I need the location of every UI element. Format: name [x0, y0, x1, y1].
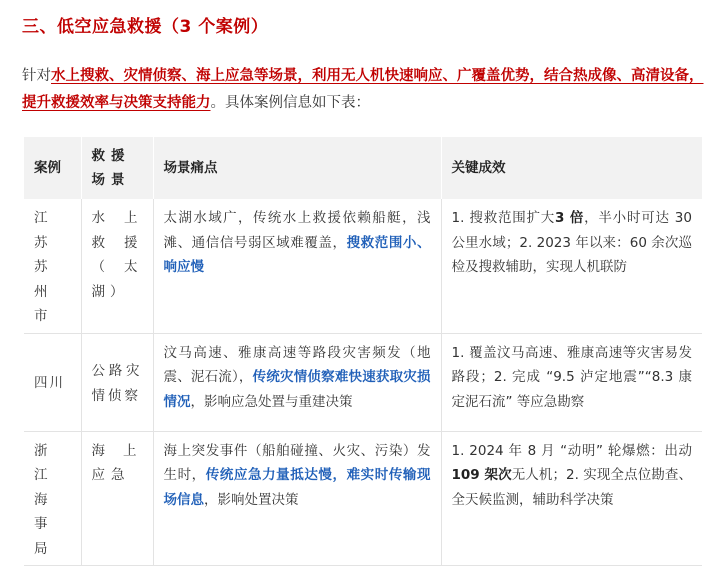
- cell-case: 浙江海事局: [24, 431, 81, 566]
- cell-scene: 海上应急: [81, 431, 153, 566]
- header-case: 案例: [24, 137, 81, 199]
- cell-scene: 水上救援（太湖）: [81, 199, 153, 333]
- intro-paragraph: [22, 63, 707, 117]
- result-text: 1. 2024 年 8 月 “动明” 轮爆燃：出动: [451, 442, 692, 459]
- pain-emphasis: 传统应急力量抵达慢，难实时传输现场信息: [163, 467, 431, 508]
- result-text-2: ，半小时可达 30 公里水域；2. 2023 年以来：60 余次巡检及搜救辅助，实现人机联防: [451, 210, 692, 275]
- pain-text: 太湖水域广，传统水上救援依赖船艇，浅滩、通信信号弱区域难覆盖，: [163, 210, 431, 251]
- table-row: [24, 431, 702, 566]
- table-row: [24, 199, 702, 333]
- pain-emphasis: 传统灾情侦察难快速获取灾损情况: [163, 369, 431, 410]
- pain-text-2: ，影响处置决策: [204, 491, 299, 508]
- pain-text: 汶马高速、雅康高速等路段灾害频发（地震、泥石流），: [163, 344, 431, 385]
- result-text: 1. 搜救范围扩大: [451, 210, 556, 226]
- table-header-row: [24, 137, 702, 199]
- cell-result: [441, 431, 702, 566]
- result-text-2: 无人机；2. 实现全点位勘查、全天候监测，辅助科学决策: [451, 467, 693, 508]
- section-heading: 三、低空应急救援（3 个案例）: [22, 17, 269, 37]
- header-scene: 救援场景: [81, 137, 153, 199]
- cell-result: [441, 333, 702, 431]
- header-pain: 场景痛点: [153, 137, 441, 199]
- pain-text: 海上突发事件（船舶碰撞、火灾、污染）发生时，: [163, 442, 431, 483]
- cell-case: 四川: [24, 333, 81, 431]
- pain-emphasis: 搜救范围小、响应慢: [163, 234, 431, 275]
- cell-result: [441, 199, 702, 333]
- cell-pain: [153, 333, 441, 431]
- intro-highlight: 水上搜救、灾情侦察、海上应急等场景，利用无人机快速响应、广覆盖优势，结合热成像、高清设备，提升救援效率与决策支持能力: [22, 68, 704, 111]
- result-emphasis: 109 架次: [451, 467, 512, 483]
- result-emphasis: 3 倍: [555, 210, 585, 226]
- cell-case: 江苏苏州市: [24, 199, 81, 333]
- intro-suffix: 。具体案例信息如下表：: [210, 95, 370, 111]
- intro-prefix: 针对: [22, 68, 51, 84]
- header-result: 关键成效: [441, 137, 702, 199]
- cell-scene: 公路灾情侦察: [81, 333, 153, 431]
- cell-pain: [153, 431, 441, 566]
- cases-table: [24, 137, 702, 566]
- pain-text-2: ，影响应急处置与重建决策: [190, 393, 353, 410]
- table-row: [24, 333, 702, 431]
- cell-pain: [153, 199, 441, 333]
- result-text: 1. 覆盖汶马高速、雅康高速等灾害易发路段；2. 完成 “9.5 泸定地震”“8.3 康定泥石流” 等应急勘察: [451, 344, 692, 410]
